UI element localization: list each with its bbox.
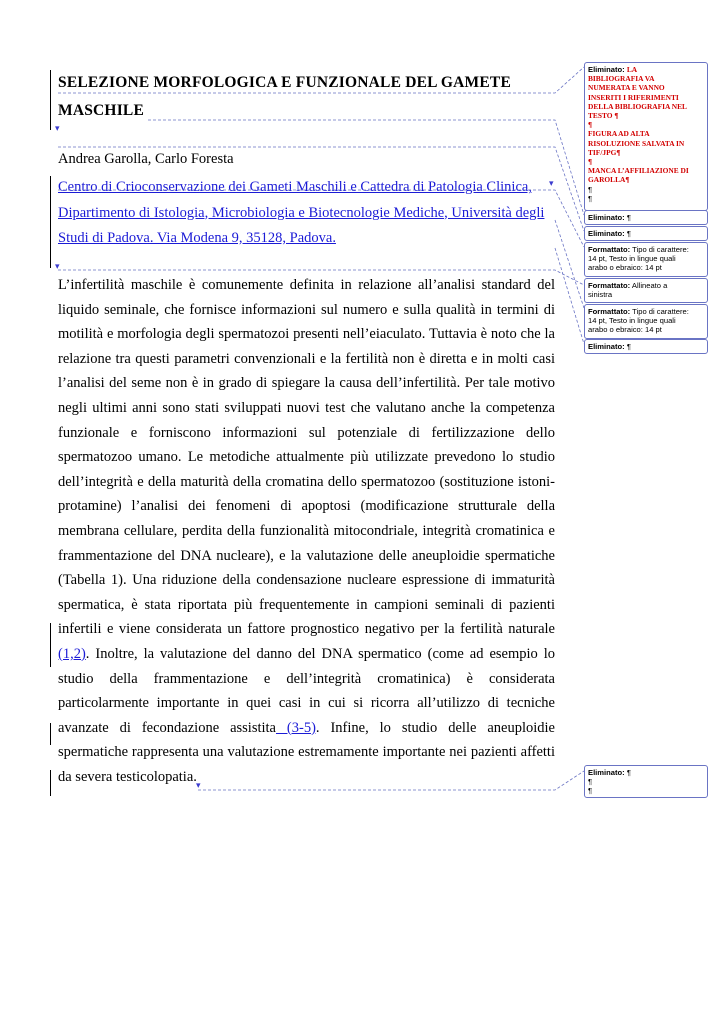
revision-balloon-deleted[interactable]: Eliminato: ¶: [584, 226, 708, 241]
affiliation-line-3: Studi di Padova. Via Modena 9, 35128, Padova.: [58, 230, 336, 246]
body-line: spermatica, è stata riportata più frequentemente in campioni seminali di pazienti: [58, 596, 555, 613]
body-line: protamine) l’analisi dei fenomeni di apoptosi (modificazione strutturale della: [58, 498, 555, 515]
body-text-run: . Inoltre, la valutazione del danno del DNA spermatico (come ad esempio lo: [85, 645, 555, 662]
revision-balloon-formatted[interactable]: Formattato: Allineato a sinistra: [584, 278, 708, 303]
revision-balloon-formatted[interactable]: Formattato: Tipo di carattere: 14 pt, Testo in lingue quali arabo o ebraico: 14 pt: [584, 242, 708, 277]
title-line-1: SELEZIONE MORFOLOGICA E FUNZIONALE DEL GAMETE: [58, 74, 511, 91]
body-line: studio della frammentazione e dell’integrità cromatinica) è considerata: [58, 670, 555, 687]
affiliation-line-2: Dipartimento di Istologia, Microbiologia e Biotecnologie Mediche, Università degli: [58, 204, 545, 221]
body-line: l’analisi del seme non è in grado di spiegare la causa dell’infertilità. Per tale motivo: [58, 375, 555, 392]
body-line: relazione tra questi parametri convenzionali e la fertilità non è diretta e in molti casi: [58, 350, 555, 367]
title-line-2: MASCHILE: [58, 102, 145, 119]
body-line: frammentazione del DNA nucleare), e la valutazione delle aneuploidie spermatiche: [58, 547, 555, 564]
change-bar: [50, 176, 51, 268]
deletion-marker-icon: ▾: [55, 123, 60, 133]
body-line: [58, 642, 555, 667]
body-line: spermatiche rappresenta una valutazione estremamente importante nei pazienti affetti: [58, 744, 555, 761]
affiliation-line-1: Centro di Crioconservazione dei Gameti Maschili e Cattedra di Patologia Clinica,: [58, 179, 532, 195]
citation-link[interactable]: (1,2): [58, 645, 86, 662]
deletion-marker-icon: ▾: [549, 178, 554, 188]
change-bar: [50, 70, 51, 130]
body-line: da severa testicolopatia.: [58, 768, 197, 785]
body-text-run: . Infine, lo studio delle aneuploidie: [315, 719, 555, 736]
revision-balloon-deleted[interactable]: Eliminato: LA BIBLIOGRAFIA VA NUMERATA E VANNO INSERITI I RIFERIMENTI DELLA BIBLIOGRAFIA NEL TESTO ¶ ¶ FIGURA AD ALTA RISOLUZIONE SALVATA IN TIF/JPG¶ ¶ MANCA L’AFFILIAZIONE DI GAROLLA¶ ¶ ¶: [584, 62, 708, 211]
revision-balloon-deleted[interactable]: Eliminato: ¶: [584, 339, 708, 354]
revision-balloon-formatted[interactable]: Formattato: Tipo di carattere: 14 pt, Testo in lingue quali arabo o ebraico: 14 pt: [584, 304, 708, 339]
deletion-marker-icon: ▾: [55, 261, 60, 271]
change-bar: [50, 723, 51, 745]
body-line: funzionale e forniscono informazioni sul potenziale di fertilizzazione dello: [58, 424, 555, 441]
affiliation[interactable]: [58, 175, 555, 252]
document-title: [58, 69, 555, 125]
body-line: L’infertilità maschile è comunemente definita in relazione all’analisi standard del: [58, 277, 555, 293]
change-bar: [50, 623, 51, 667]
body-line: membrana cellulare, perdita della funzionalità mitocondriale, integrità cromatinica e: [58, 522, 555, 539]
body-paragraph: [58, 273, 555, 789]
revision-balloon-deleted[interactable]: Eliminato: ¶: [584, 210, 708, 225]
body-text-run: avanzate di fecondazione assistita: [58, 719, 276, 736]
deletion-marker-icon: ▾: [196, 780, 201, 790]
body-line: dell’integrità e della maturità della cromatina dello spermatozoo (sostituzione istoni-: [58, 473, 555, 490]
authors: Andrea Garolla, Carlo Foresta: [58, 151, 234, 167]
body-line: liquido seminale, che fornisce informazioni sul numero e sulla qualità in termini di: [58, 301, 555, 318]
citation-link[interactable]: (3-5): [275, 719, 316, 736]
body-line: spermatozoo umano. Le metodiche attualmente più utilizzate prevedono lo studio: [58, 449, 555, 466]
body-line: motilità e morfologia degli spermatozoi presenti nell’eiaculato. Tuttavia è noto che la: [58, 326, 555, 343]
body-line: (Tabella 1). Una riduzione della condensazione nucleare espressione di immaturità: [58, 572, 555, 589]
body-line: infertili e viene considerata un fattore prognostico negativo per la fertilità naturale: [58, 621, 555, 638]
body-line: [58, 716, 555, 741]
body-line: negli ultimi anni sono stati sviluppati nuovi test che valutano anche la competenza: [58, 399, 555, 416]
change-bar: [50, 770, 51, 796]
body-line: particolarmente importante in quei casi in cui si ricorra all’utilizzo di tecniche: [58, 695, 555, 712]
revision-balloon-deleted[interactable]: Eliminato: ¶ ¶ ¶: [584, 765, 708, 798]
